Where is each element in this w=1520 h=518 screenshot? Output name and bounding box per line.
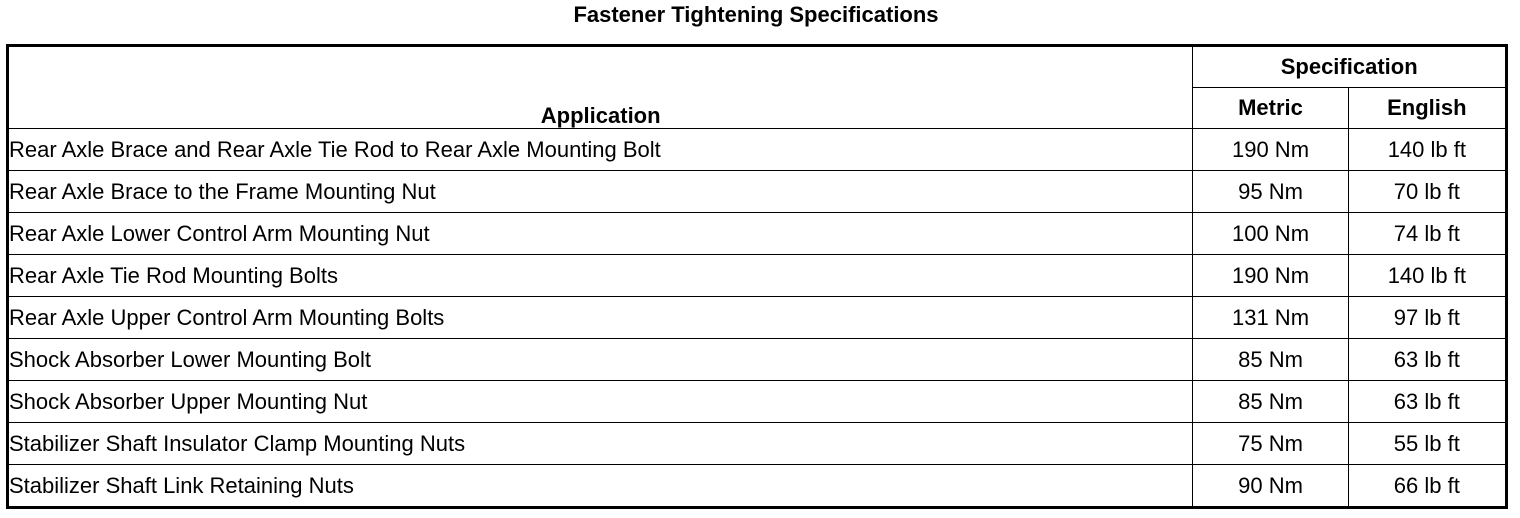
metric-cell: 190 Nm	[1193, 129, 1348, 171]
english-cell: 66 lb ft	[1348, 465, 1506, 508]
table-row	[8, 381, 1507, 423]
application-cell: Rear Axle Upper Control Arm Mounting Bolts	[8, 297, 1193, 339]
table-header	[8, 46, 1507, 129]
table-row	[8, 297, 1507, 339]
column-header-metric: Metric	[1193, 88, 1348, 129]
application-cell: Stabilizer Shaft Insulator Clamp Mounting Nuts	[8, 423, 1193, 465]
metric-cell: 90 Nm	[1193, 465, 1348, 508]
metric-cell: 131 Nm	[1193, 297, 1348, 339]
english-cell: 140 lb ft	[1348, 129, 1506, 171]
metric-cell: 95 Nm	[1193, 171, 1348, 213]
application-cell: Rear Axle Brace and Rear Axle Tie Rod to Rear Axle Mounting Bolt	[8, 129, 1193, 171]
header-row-top	[8, 46, 1507, 88]
english-cell: 63 lb ft	[1348, 381, 1506, 423]
table-row	[8, 465, 1507, 508]
fastener-spec-table	[6, 44, 1508, 509]
table-row	[8, 423, 1507, 465]
column-header-application: Application	[8, 46, 1193, 129]
table-body	[8, 129, 1507, 508]
english-cell: 140 lb ft	[1348, 255, 1506, 297]
english-cell: 97 lb ft	[1348, 297, 1506, 339]
table-row	[8, 213, 1507, 255]
table-row	[8, 129, 1507, 171]
metric-cell: 85 Nm	[1193, 381, 1348, 423]
application-cell: Rear Axle Brace to the Frame Mounting Nut	[8, 171, 1193, 213]
column-header-english: English	[1348, 88, 1506, 129]
metric-cell: 85 Nm	[1193, 339, 1348, 381]
english-cell: 55 lb ft	[1348, 423, 1506, 465]
application-cell: Rear Axle Lower Control Arm Mounting Nut	[8, 213, 1193, 255]
table-row	[8, 255, 1507, 297]
english-cell: 74 lb ft	[1348, 213, 1506, 255]
table-row	[8, 171, 1507, 213]
page-title: Fastener Tightening Specifications	[573, 2, 939, 27]
table-row	[8, 339, 1507, 381]
column-header-specification: Specification	[1193, 46, 1507, 88]
application-cell: Stabilizer Shaft Link Retaining Nuts	[8, 465, 1193, 508]
metric-cell: 190 Nm	[1193, 255, 1348, 297]
metric-cell: 100 Nm	[1193, 213, 1348, 255]
metric-cell: 75 Nm	[1193, 423, 1348, 465]
english-cell: 70 lb ft	[1348, 171, 1506, 213]
application-cell: Shock Absorber Upper Mounting Nut	[8, 381, 1193, 423]
application-cell: Rear Axle Tie Rod Mounting Bolts	[8, 255, 1193, 297]
application-cell: Shock Absorber Lower Mounting Bolt	[8, 339, 1193, 381]
english-cell: 63 lb ft	[1348, 339, 1506, 381]
